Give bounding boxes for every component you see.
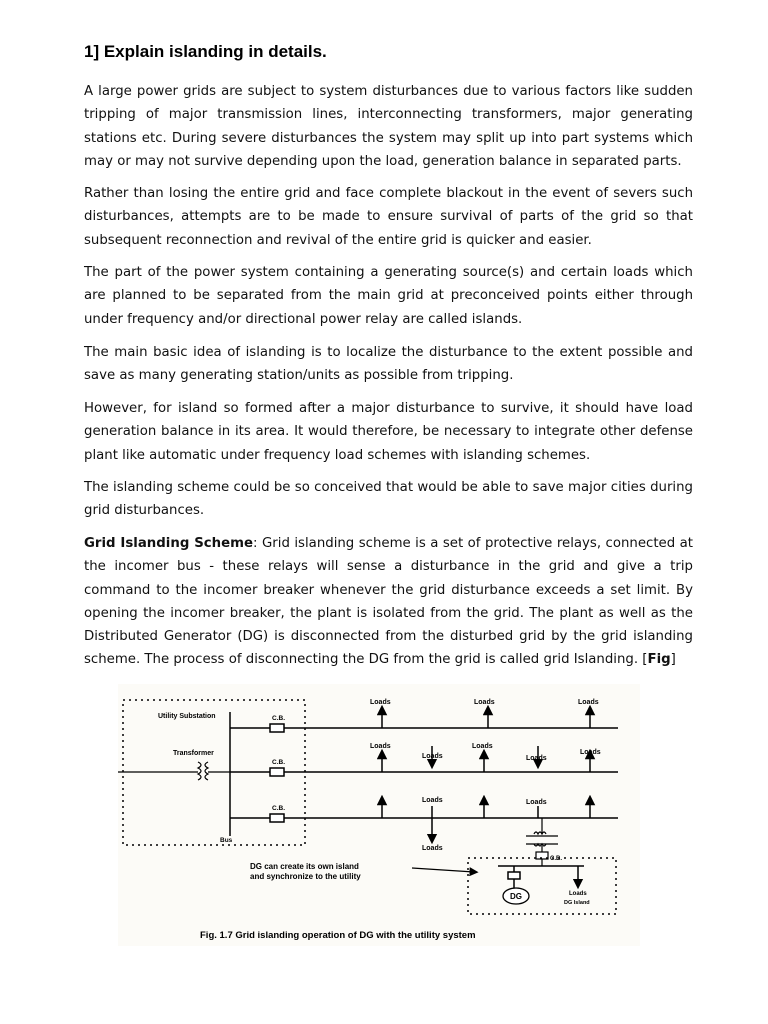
fig-reference: Fig [647, 652, 671, 668]
transformer-label: Transformer [173, 750, 214, 757]
paragraph-6: The islanding scheme could be so conceived that would be able to save major cities during grid disturbances. [84, 480, 693, 519]
grid-islanding-label: Grid Islanding Scheme [84, 536, 254, 551]
cb-label-1: C.B. [272, 715, 285, 722]
fig-reference-close: ] [670, 652, 676, 668]
paragraph-grid-islanding [84, 532, 693, 672]
dg-label: DG [510, 892, 522, 901]
loads-label-11: Loads [422, 845, 443, 852]
grid-islanding-figure [118, 684, 640, 946]
paragraph-3: The part of the power system containing a generating source(s) and certain loads which are planned to be separated from the main grid at preconceived points either through under frequency and/or directional power relay are called islands. [84, 265, 693, 327]
paragraph-5: However, for island so formed after a major disturbance to survive, it should have load generation balance in its area. It would therefore, be necessary to integrate other defense plant like automatic under frequency load schemes with islanding schemes. [84, 401, 693, 463]
utility-substation-label: Utility Substation [158, 713, 216, 720]
cb-label-2: C.B. [272, 759, 285, 766]
dg-island-label: DG Island [564, 900, 590, 906]
loads-label-5: Loads [422, 753, 443, 760]
bus-label: Bus [220, 837, 233, 844]
loads-label-9: Loads [422, 797, 443, 804]
loads-label-4: Loads [370, 743, 391, 750]
page-heading: 1] Explain islanding in details. [84, 42, 327, 61]
figure-caption: Fig. 1.7 Grid islanding operation of DG with the utility system [200, 930, 476, 941]
paragraph-2: Rather than losing the entire grid and face complete blackout in the event of severs such disturbances, attempts are to be made to ensure survival of parts of the grid so that subsequent reconnection and revival of the entire grid is quicker and easier. [84, 186, 693, 248]
loads-label-6: Loads [472, 743, 493, 750]
loads-label-10: Loads [526, 799, 547, 806]
loads-label-2: Loads [474, 699, 495, 706]
loads-label-7: Loads [526, 755, 547, 762]
annotation-line-1: DG can create its own island [250, 862, 359, 871]
dg-loads-label: Loads [569, 891, 587, 897]
paragraph-1: A large power grids are subject to system disturbances due to various factors like sudden tripping of major transmission lines, interconnecting transformers, major generating stations etc. During severe disturbances the system may split up into part systems which may or may not survive depending upon the load, generation balance in separated parts. [84, 84, 693, 169]
grid-islanding-body: : Grid islanding scheme is a set of protective relays, connected at the incomer bus - these relays will sense a disturbance in the grid and give a trip command to the incomer breaker whenever the grid disturbance exceeds a set limit. By opening the incomer breaker, the plant is isolated from the grid. The plant as well as the Distributed Generator (DG) is disconnected from the disturbed grid by the grid islanding scheme. The process of disconnecting the DG from the grid is called grid Islanding. [ [84, 536, 693, 668]
cb-label-3: C.B. [272, 805, 285, 812]
annotation-line-2: and synchronize to the utility [250, 872, 361, 881]
loads-label-3: Loads [578, 699, 599, 706]
paragraph-4: The main basic idea of islanding is to localize the disturbance to the extent possible and save as many generating station/units as possible from tripping. [84, 345, 693, 384]
grid-islanding-diagram [118, 684, 640, 946]
cb-label-dg: C.B. [550, 856, 562, 862]
figure-background [118, 684, 640, 946]
loads-label-8: Loads [580, 749, 601, 756]
loads-label-1: Loads [370, 699, 391, 706]
